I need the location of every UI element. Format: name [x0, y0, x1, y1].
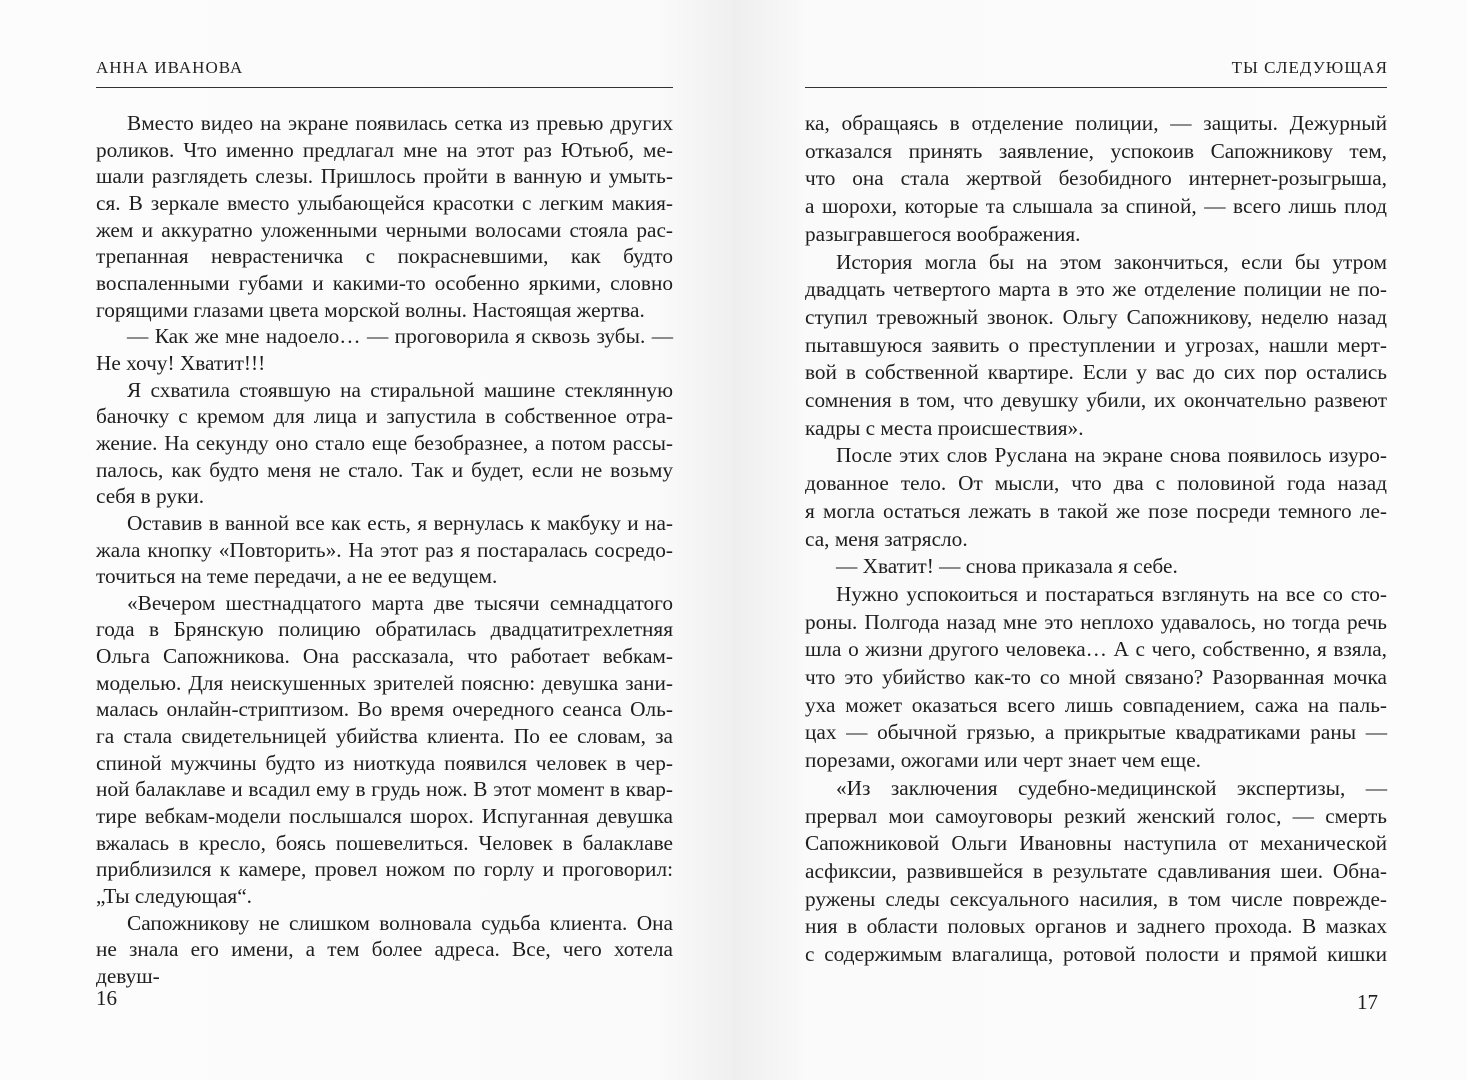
text-line: шали разглядеть слезы. Пришлось пройти в ванную и умыть- [96, 164, 673, 189]
text-line: После этих слов Руслана на экране снова появилось изуро- [836, 443, 1387, 468]
text-line: с содержимым влагалища, ротовой полости и прямой кишки [805, 942, 1387, 967]
text-line: горящими глазами цвета морской волны. Настоящая жертва. [96, 297, 645, 322]
text-line: Сапожниковой Ольги Ивановны наступила от механической [805, 831, 1387, 856]
text-line: Я схватила стоявшую на стиральной машине стеклянную [127, 377, 673, 402]
text-line: вжалась в кресло, боясь пошевелиться. Человек в балаклаве [96, 830, 673, 855]
text-line: ся. В зеркале вместо улыбающейся красотки с легким макия- [96, 190, 673, 215]
text-line: Ольга Сапожникова. Она рассказала, что работает вебкам- [96, 644, 673, 669]
text-line: отказался принять заявление, успокоив Сапожникову тем, [805, 138, 1387, 163]
text-line: жала кнопку «Повторить». На этот раз я постаралась сосредо- [96, 537, 673, 562]
right-text-column [805, 110, 1387, 969]
header-rule [805, 87, 1387, 88]
paragraph [805, 249, 1387, 443]
page-number: 17 [1357, 990, 1378, 1014]
text-line: роликов. Что именно предлагал мне на этот раз Ютьюб, ме- [96, 137, 673, 162]
text-line: себя в руки. [96, 484, 205, 509]
text-line: ной балаклаве и всадил ему в грудь нож. В этот момент в квар- [96, 777, 673, 802]
text-line: «Вечером шестнадцатого марта две тысячи семнадцатого [127, 590, 673, 615]
text-line: цах — обычной грязью, а прикрытые квадратиками раны — [805, 720, 1387, 745]
paragraph [96, 590, 673, 910]
text-line: роны. Полгода назад мне это неплохо удавалось, но тогда речь [805, 609, 1387, 634]
right-page [733, 0, 1467, 1080]
paragraph [96, 910, 673, 990]
text-line: шла о жизни другого человека… А с чего, собственно, я взяла, [805, 637, 1387, 662]
text-line: асфиксии, развившейся в результате сдавливания шеи. Обна- [805, 858, 1387, 883]
text-line: прервал мои самоуговоры резкий женский голос, — смерть [805, 803, 1387, 828]
text-line: га стала свидетельницей убийства клиента. По ее словам, за [96, 724, 673, 749]
text-line: — Как же мне надоело… — проговорила я сквозь зубы. — [127, 324, 673, 349]
left-page [0, 0, 733, 1080]
page-number: 16 [96, 986, 117, 1010]
text-line: моделью. Для неискушенных зрителей поясню: девушка зани- [96, 670, 673, 695]
text-line: „Ты следующая“. [96, 884, 252, 909]
paragraph [805, 553, 1387, 581]
text-line: — Хватит! — снова приказала я себе. [836, 554, 1178, 579]
left-text-column [96, 110, 673, 990]
paragraph [96, 110, 673, 323]
text-line: сомнения в том, что девушку убили, их окончательно развеют [805, 388, 1387, 413]
paragraph [805, 442, 1387, 553]
text-line: Оставив в ванной все как есть, я вернулась к макбуку и на- [127, 510, 673, 535]
text-line: порезами, ожогами или черт знает чем еще. [805, 748, 1201, 773]
text-line: спиной мужчины будто из ниоткуда появился человек в чер- [96, 750, 673, 775]
text-line: ружены следы сексуального насилия, в том числе поврежде- [805, 886, 1387, 911]
paragraph [805, 775, 1387, 969]
text-line: что она стала жертвой безобидного интернет-розыгрыша, [805, 166, 1387, 191]
text-line: вой в собственной квартире. Если у вас до сих пор остались [805, 360, 1387, 385]
paragraph [96, 323, 673, 376]
text-line: са, меня затрясло. [805, 526, 968, 551]
text-line: приблизился к камере, провел ножом по горлу и проговорил: [96, 857, 673, 882]
paragraph [96, 510, 673, 590]
text-line: Не хочу! Хватит!!! [96, 350, 266, 375]
running-head-author: АННА ИВАНОВА [96, 58, 244, 77]
text-line: жем и аккуратно уложенными черными волосами стояла рас- [96, 217, 673, 242]
running-head-title: ТЫ СЛЕДУЮЩАЯ [1231, 58, 1388, 77]
paragraph [805, 110, 1387, 249]
text-line: тире вебкам-модели послышался шорох. Испуганная девушка [96, 804, 673, 829]
text-line: не знала его имени, а тем более адреса. Все, чего хотела девуш- [96, 937, 673, 988]
text-line: точиться на теме передачи, а не ее ведущем. [96, 564, 498, 589]
header-rule [96, 87, 673, 88]
text-line: «Из заключения судебно-медицинской экспертизы, — [836, 775, 1387, 800]
text-line: дованное тело. От мысли, что два с половиной года назад [805, 471, 1387, 496]
text-line: двадцать четвертого марта в это же отделение полиции не по- [805, 277, 1387, 302]
paragraph [96, 377, 673, 510]
text-line: что это убийство как-то со мной связано? Разорванная мочка [805, 665, 1387, 690]
text-line: Сапожникову не слишком волновала судьба клиента. Она [127, 910, 673, 935]
text-line: ступил тревожный звонок. Ольгу Сапожникову, неделю назад [805, 304, 1387, 329]
text-line: пытавшуюся заявить о преступлении и угрозах, нашли мерт- [805, 332, 1387, 357]
paragraph [805, 581, 1387, 775]
text-line: уха может оказаться всего лишь совпадением, сажа на паль- [805, 692, 1387, 717]
text-line: жение. На секунду оно стало еще безобразнее, а потом рассы- [96, 430, 673, 455]
text-line: года в Брянскую полицию обратилась двадцатитрехлетняя [96, 617, 673, 642]
text-line: а шорохи, которые та слышала за спиной, — всего лишь плод [805, 194, 1387, 219]
text-line: малась онлайн-стриптизом. Во время очередного сеанса Оль- [96, 697, 673, 722]
text-line: разыгравшегося воображения. [805, 221, 1081, 246]
text-line: ния в области половых органов и заднего прохода. В мазках [805, 914, 1387, 939]
text-line: ка, обращаясь в отделение полиции, — защиты. Дежурный [805, 111, 1387, 135]
text-line: трепанная неврастеничка с покрасневшими, как будто [96, 244, 673, 269]
text-line: кадры с места происшествия». [805, 415, 1084, 440]
text-line: воспаленными губами и какими-то особенно яркими, словно [96, 270, 673, 295]
text-line: палось, как будто меня не стало. Так и будет, если не возьму [96, 457, 673, 482]
text-line: я могла остаться лежать в такой же позе посреди темного ле- [805, 498, 1387, 523]
text-line: Нужно успокоиться и постараться взглянуть на все со сто- [836, 581, 1387, 606]
text-line: История могла бы на этом закончиться, если бы утром [836, 249, 1387, 274]
text-line: Вместо видео на экране появилась сетка из превью других [127, 111, 673, 135]
text-line: баночку с кремом для лица и запустила в собственное отра- [96, 404, 673, 429]
